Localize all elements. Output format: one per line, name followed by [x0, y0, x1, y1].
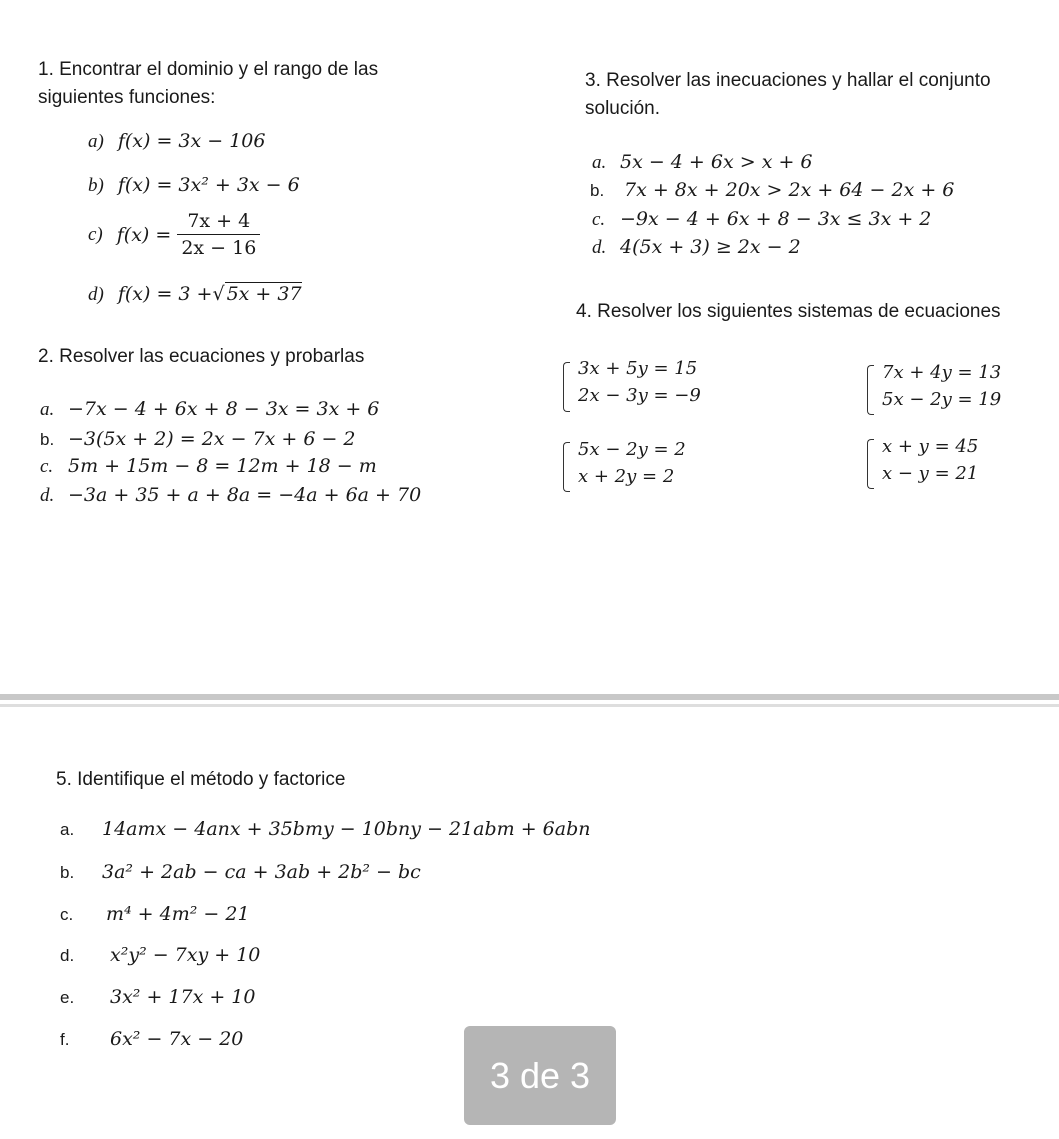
system-2-eq2: 5x − 2y = 19: [882, 389, 1002, 410]
section3-title-line2: solución.: [585, 98, 660, 119]
page-divider-shadow: [0, 704, 1059, 707]
s5-item-f-label: f.: [60, 1030, 70, 1049]
system-2-brace: [867, 365, 874, 415]
system-4-eq1: x + y = 45: [882, 436, 979, 457]
section1-title-line2: siguientes funciones:: [38, 87, 216, 108]
s5-item-f: [60, 1028, 243, 1050]
sqrt-symbol-icon: √: [212, 283, 225, 305]
s1-item-c-fraction: [177, 210, 260, 259]
system-2-eq1: 7x + 4y = 13: [882, 362, 1002, 383]
s5-item-b-expr: 3a² + 2ab − ca + 3ab + 2b² − bc: [102, 861, 421, 883]
s1-item-d-label: d): [88, 284, 104, 305]
s2-item-b-label: b.: [40, 430, 55, 449]
s2-item-a: [40, 398, 379, 421]
s1-item-c-numerator: 7x + 4: [187, 210, 251, 232]
s1-item-a: [88, 130, 265, 153]
s1-item-d-radicand: 5x + 37: [226, 283, 302, 305]
s2-item-c-label: c.: [40, 456, 54, 477]
s5-item-b: [60, 861, 421, 883]
s2-item-d-label: d.: [40, 485, 55, 506]
section4-title: 4. Resolver los siguientes sistemas de ecuaciones: [576, 301, 1001, 322]
s2-item-c-expr: 5m + 15m − 8 = 12m + 18 − m: [68, 455, 377, 477]
s5-item-a: [60, 818, 591, 840]
s5-item-c-expr: m⁴ + 4m² − 21: [106, 903, 250, 925]
s5-item-d-expr: x²y² − 7xy + 10: [110, 944, 261, 966]
s1-item-d: [88, 282, 302, 306]
s5-item-b-label: b.: [60, 863, 75, 882]
s3-item-c-label: c.: [592, 209, 606, 230]
section5-title: 5. Identifique el método y factorice: [56, 769, 346, 790]
s1-item-c-denominator: 2x − 16: [177, 234, 260, 259]
section2-title: 2. Resolver las ecuaciones y probarlas: [38, 346, 365, 367]
s2-item-b: [40, 428, 356, 450]
s3-item-b-label: b.: [590, 181, 605, 200]
s2-item-a-label: a.: [40, 399, 55, 420]
s2-item-c: [40, 455, 377, 478]
s5-item-e: [60, 986, 256, 1008]
system-4-brace: [867, 439, 874, 489]
system-1-brace: [563, 362, 570, 412]
s5-item-f-expr: 6x² − 7x − 20: [110, 1028, 244, 1050]
s3-item-d: [592, 236, 801, 259]
system-3-eq2: x + 2y = 2: [578, 466, 675, 487]
s1-item-b: [88, 174, 300, 197]
s5-item-a-expr: 14amx − 4anx + 35bmy − 10bny − 21abm + 6abn: [102, 818, 591, 840]
s2-item-b-expr: −3(5x + 2) = 2x − 7x + 6 − 2: [68, 428, 356, 450]
system-4-eq2: x − y = 21: [882, 463, 979, 484]
s5-item-c: [60, 903, 250, 925]
system-1-eq2: 2x − 3y = −9: [578, 385, 701, 406]
s3-item-c: [592, 208, 931, 231]
s5-item-c-label: c.: [60, 905, 74, 924]
s1-item-c-label: c): [88, 223, 103, 245]
s3-item-d-expr: 4(5x + 3) ≥ 2x − 2: [620, 236, 801, 258]
s1-item-b-expr: f(x) = 3x² + 3x − 6: [117, 174, 300, 196]
section1-title-line1: 1. Encontrar el dominio y el rango de las: [38, 59, 379, 80]
s3-item-a-expr: 5x − 4 + 6x > x + 6: [620, 151, 813, 173]
s1-item-c-lhs: f(x) =: [116, 223, 172, 246]
s3-item-d-label: d.: [592, 237, 607, 258]
s3-item-b: [590, 179, 954, 201]
s5-item-d-label: d.: [60, 946, 75, 965]
s5-item-a-label: a.: [60, 820, 75, 839]
s1-item-d-lhs: f(x) = 3 +: [117, 283, 213, 305]
section3-title-line1: 3. Resolver las inecuaciones y hallar el conjunto: [585, 70, 991, 91]
s5-item-e-expr: 3x² + 17x + 10: [110, 986, 256, 1008]
s1-item-b-label: b): [88, 175, 104, 196]
s3-item-a: [592, 151, 813, 174]
s2-item-a-expr: −7x − 4 + 6x + 8 − 3x = 3x + 6: [68, 398, 380, 420]
system-3-brace: [563, 442, 570, 492]
s2-item-d: [40, 484, 421, 507]
system-1-eq1: 3x + 5y = 15: [578, 358, 698, 379]
s3-item-a-label: a.: [592, 152, 607, 173]
s2-item-d-expr: −3a + 35 + a + 8a = −4a + 6a + 70: [68, 484, 422, 506]
s1-item-a-expr: f(x) = 3x − 106: [117, 130, 266, 152]
s1-item-c: [88, 210, 260, 259]
page-divider: [0, 694, 1059, 700]
s5-item-e-label: e.: [60, 988, 75, 1007]
s5-item-d: [60, 944, 260, 966]
system-3-eq1: 5x − 2y = 2: [578, 439, 686, 460]
s3-item-b-expr: 7x + 8x + 20x > 2x + 64 − 2x + 6: [624, 179, 955, 201]
page-indicator: 3 de 3: [464, 1026, 616, 1125]
s3-item-c-expr: −9x − 4 + 6x + 8 − 3x ≤ 3x + 2: [620, 208, 932, 230]
s1-item-a-label: a): [88, 131, 104, 152]
